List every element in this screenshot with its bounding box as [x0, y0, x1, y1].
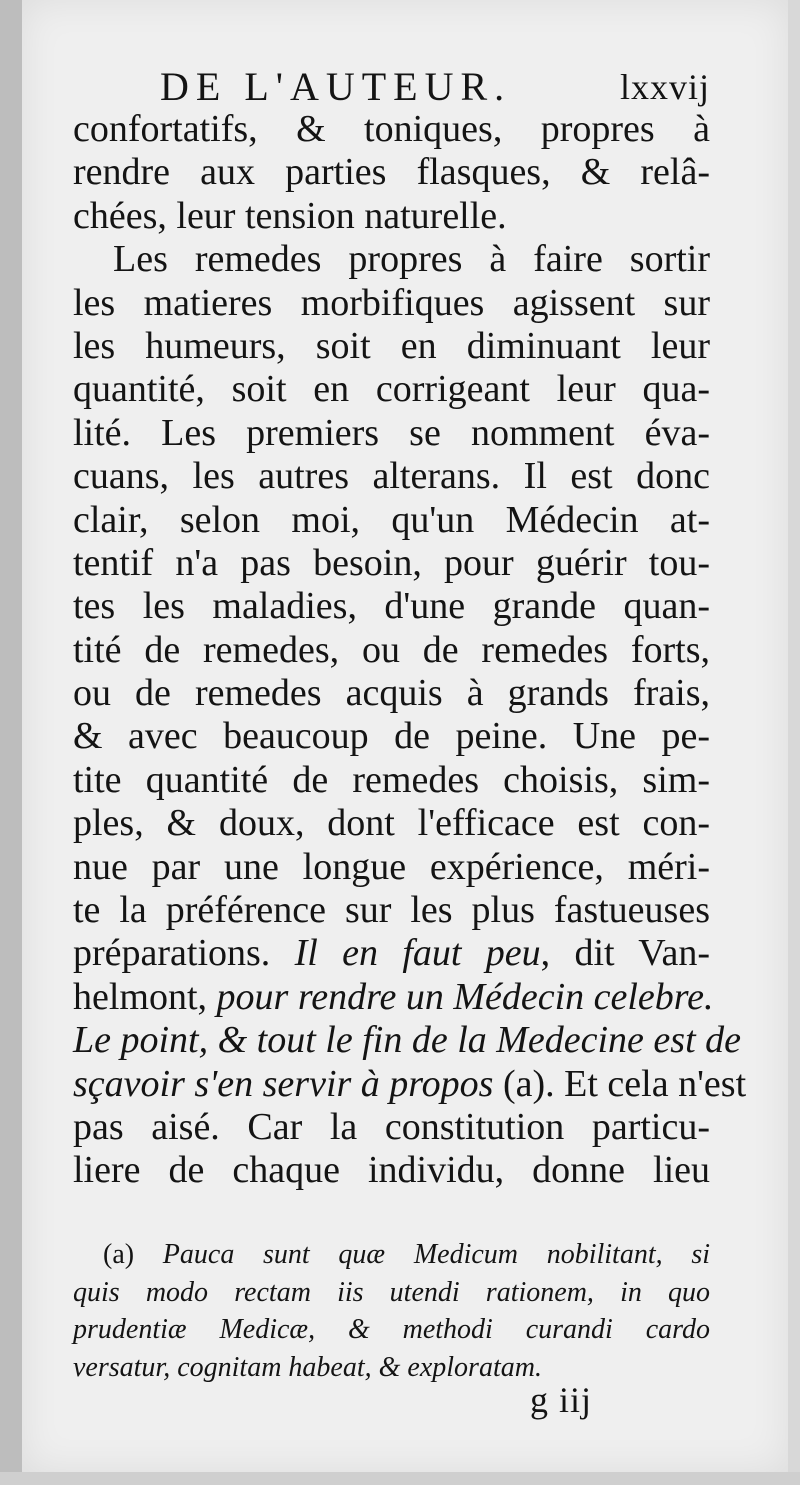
text-line: Les remedes propres à faire sortir [113, 238, 710, 281]
text-span: helmont, [73, 975, 217, 1018]
text-span: , dit Van- [540, 932, 710, 975]
text-line: chées, leur tension naturelle. [73, 194, 507, 237]
text-line: pas aisé. Car la constitution particu- [73, 1105, 710, 1148]
text-line: liere de chaque individu, donne lieu [73, 1149, 710, 1192]
main-text [73, 108, 747, 1193]
text-line: les matieres morbifiques agissent sur [73, 281, 710, 324]
text-line [73, 932, 710, 975]
text-line [73, 1019, 742, 1062]
text-line [73, 1062, 747, 1106]
italic-quote: Le point, & tout le fin de la Medecine est de [73, 1019, 742, 1062]
text-line: confortatifs, & toniques, propres à [73, 108, 710, 150]
text-span: (a). Et cela n'est [493, 1062, 747, 1105]
italic-quote: Il en faut peu [294, 932, 541, 975]
text-line: nue par une longue expérience, méri- [73, 845, 710, 888]
signature-mark: g iij [530, 1380, 593, 1420]
page-bottom-edge [0, 1472, 800, 1485]
text-line: tite quantité de remedes choisis, sim- [73, 758, 710, 801]
page-edge [788, 0, 800, 1485]
text-line: quantité, soit en corrigeant leur qua- [73, 368, 710, 411]
footnote [73, 1236, 710, 1386]
text-line: & avec beaucoup de peine. Une pe- [73, 715, 710, 758]
text-line: tité de remedes, ou de remedes forts, [73, 628, 710, 671]
text-line [73, 975, 714, 1019]
page-header [160, 62, 710, 112]
text-line: ples, & doux, dont l'efficace est con- [73, 802, 710, 845]
footnote-line: versatur, cognitam habeat, & exploratam. [73, 1351, 542, 1383]
page-number: lxxvij [619, 67, 710, 107]
text-line: cuans, les autres alterans. Il est donc [73, 455, 710, 498]
text-line: lité. Les premiers se nomment éva- [73, 411, 710, 454]
footnote-mark: (a) [103, 1239, 135, 1270]
italic-quote: pour rendre un Médecin celebre. [216, 975, 714, 1018]
text-line: les humeurs, soit en diminuant leur [73, 324, 710, 367]
footnote-text: Pauca sunt quæ Medicum nobilitant, si [134, 1239, 710, 1270]
text-line: ou de remedes acquis à grands frais, [73, 672, 710, 715]
text-span: préparations. [73, 932, 295, 975]
footnote-line: quis modo rectam iis utendi rationem, in quo [73, 1276, 710, 1308]
text-line: rendre aux parties flasques, & relâ- [73, 151, 710, 194]
footnote-line: prudentiæ Medicæ, & methodi curandi cardo [73, 1314, 710, 1345]
footnote-line [73, 1236, 710, 1274]
running-title: DE L'AUTEUR. [160, 64, 512, 109]
text-line: tes les maladies, d'une grande quan- [73, 585, 710, 628]
italic-quote: sçavoir s'en servir à propos [73, 1062, 494, 1105]
text-line: te la préférence sur les plus fastueuses [73, 889, 710, 932]
text-line: tentif n'a pas besoin, pour guérir tou- [73, 541, 710, 584]
text-line: clair, selon moi, qu'un Médecin at- [73, 498, 710, 541]
